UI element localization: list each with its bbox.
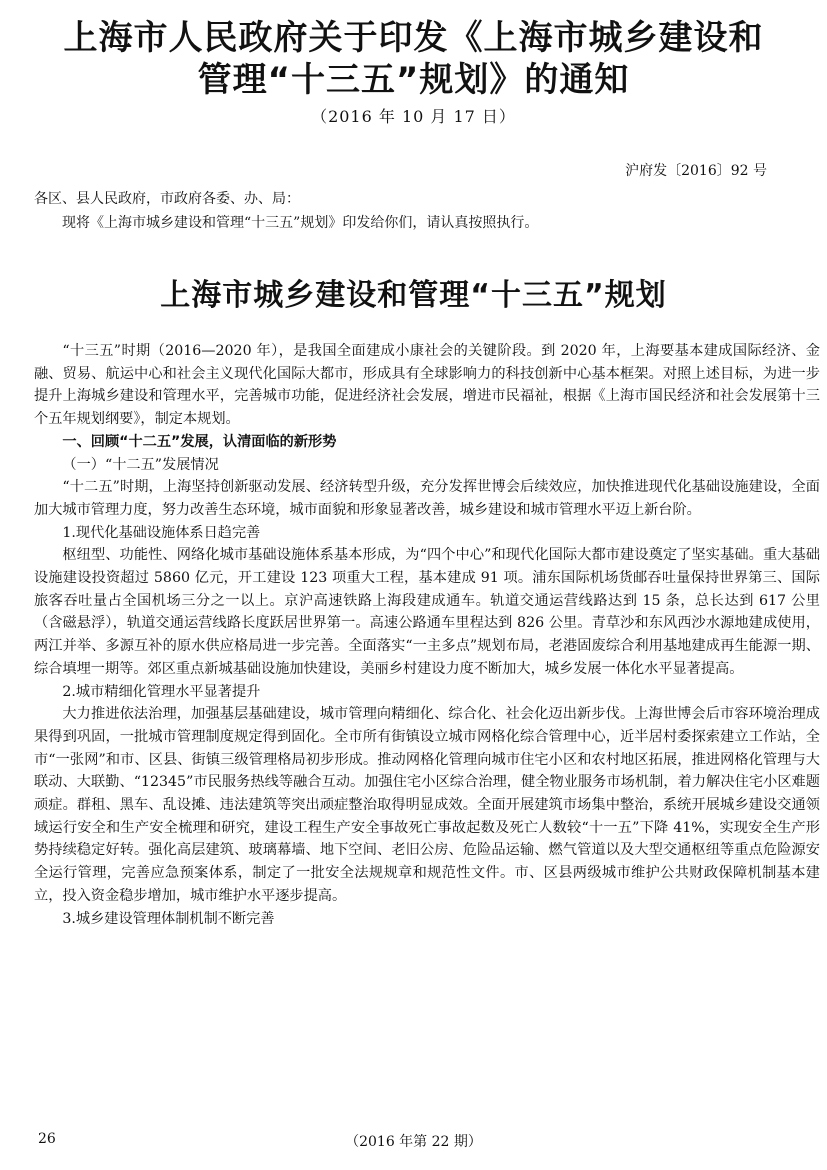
page-number: 26 [38,1131,56,1147]
item1-paragraph: 枢纽型、功能性、网络化城市基础设施体系基本形成，为“四个中心”和现代化国际大都市建设奠定了坚实基础。重大基础设施建设投资超过 5860 亿元，开工建设 123 项重大工程，基本建成 91 项。浦东国际机场货邮吞吐量保持世界第三、国际旅客吞吐量占全国机场三分之一以上。京沪高速铁路上海段建成通车。轨道交通运营线路达到 15 条，总长达到 617 公里（含磁悬浮），轨道交通运营线路长度跃居世界第一。高速公路通车里程达到 826 公里。青草沙和东风西沙水源地建成使用，两江并举、多源互补的原水供应格局进一步完善。全面落实“一主多点”规划布局，老港固废综合利用基地建成再生能源一期、综合填埋一期等。郊区重点新城基础设施加快建设，美丽乡村建设力度不断加大，城乡发展一体化水平显著提高。 [34,547,820,677]
section1-paragraph: “十二五”时期，上海坚持创新驱动发展、经济转型升级，充分发挥世博会后续效应，加快推进现代化基础设施建设，全面加大城市管理力度，努力改善生态环境，城市面貌和形象显著改善，城乡建设和城市管理水平迈上新台阶。 [34,479,820,518]
item1-heading: 1.现代化基础设施体系日趋完善 [62,524,261,541]
notice-title-line1: 上海市人民政府关于印发《上海市城乡建设和 [63,18,764,58]
notice-text: 现将《上海市城乡建设和管理“十三五”规划》印发给你们，请认真按照执行。 [62,215,539,231]
notice-date: （2016 年 10 月 17 日） [311,107,516,126]
intro-paragraph: “十三五”时期（2016—2020 年），是我国全面建成小康社会的关键阶段。到 2020 年，上海要基本建成国际经济、金融、贸易、航运中心和社会主义现代化国际大都市，形成具有全球影响力的科技创新中心基本框架。对照上述目标，为进一步提升上海城乡建设和管理水平，完善城市功能，促进经济社会发展，增进市民福祉，根据《上海市国民经济和社会发展第十三个五年规划纲要》，制定本规划。 [34,343,820,428]
plan-title: 上海市城乡建设和管理“十三五”规划 [160,278,667,313]
issue-label: （2016 年第 22 期） [345,1134,482,1150]
plan-body [34,340,820,930]
document-number: 沪府发〔2016〕92 号 [625,163,767,179]
section1-heading: 一、回顾“十二五”发展，认清面临的新形势 [62,433,337,450]
item2-paragraph: 大力推进依法治理，加强基层基础建设，城市管理向精细化、综合化、社会化迈出新步伐。上海世博会后市容环境治理成果得到巩固，一批城市管理制度规定得到固化。全市所有街镇设立城市网格化综合管理中心，近半居村委探索建立工作站，全市“一张网”和市、区县、街镇三级管理格局初步形成。推动网格化管理向城市住宅小区和农村地区拓展，推进网格化管理与大联动、大联勤、“12345”市民服务热线等融合互动。加强住宅小区综合治理，健全物业服务市场机制，着力解决住宅小区难题顽症。群租、黑车、乱设摊、违法建筑等突出顽症整治取得明显成效。全面开展建筑市场集中整治，系统开展城乡建设交通领域运行安全和生产安全梳理和研究，建设工程生产安全事故死亡事故起数及死亡人数较“十一五”下降 41%，实现安全生产形势持续稳定好转。强化高层建筑、玻璃幕墙、地下空间、老旧公房、危险品运输、燃气管道以及大型交通枢纽等重点危险源安全运行管理，完善应急预案体系，制定了一批安全法规规章和规范性文件。市、区县两级城市维护公共财政保障机制基本建立，投入资金稳步增加，城市维护水平逐步提高。 [34,706,820,904]
item3-heading: 3.城乡建设管理体制机制不断完善 [62,910,275,927]
section1-subheading: （一）“十二五”发展情况 [62,456,219,473]
addressee: 各区、县人民政府，市政府各委、办、局： [34,191,300,207]
notice-title-line2: 管理“十三五”规划》的通知 [197,60,630,100]
item2-heading: 2.城市精细化管理水平显著提升 [62,683,261,700]
